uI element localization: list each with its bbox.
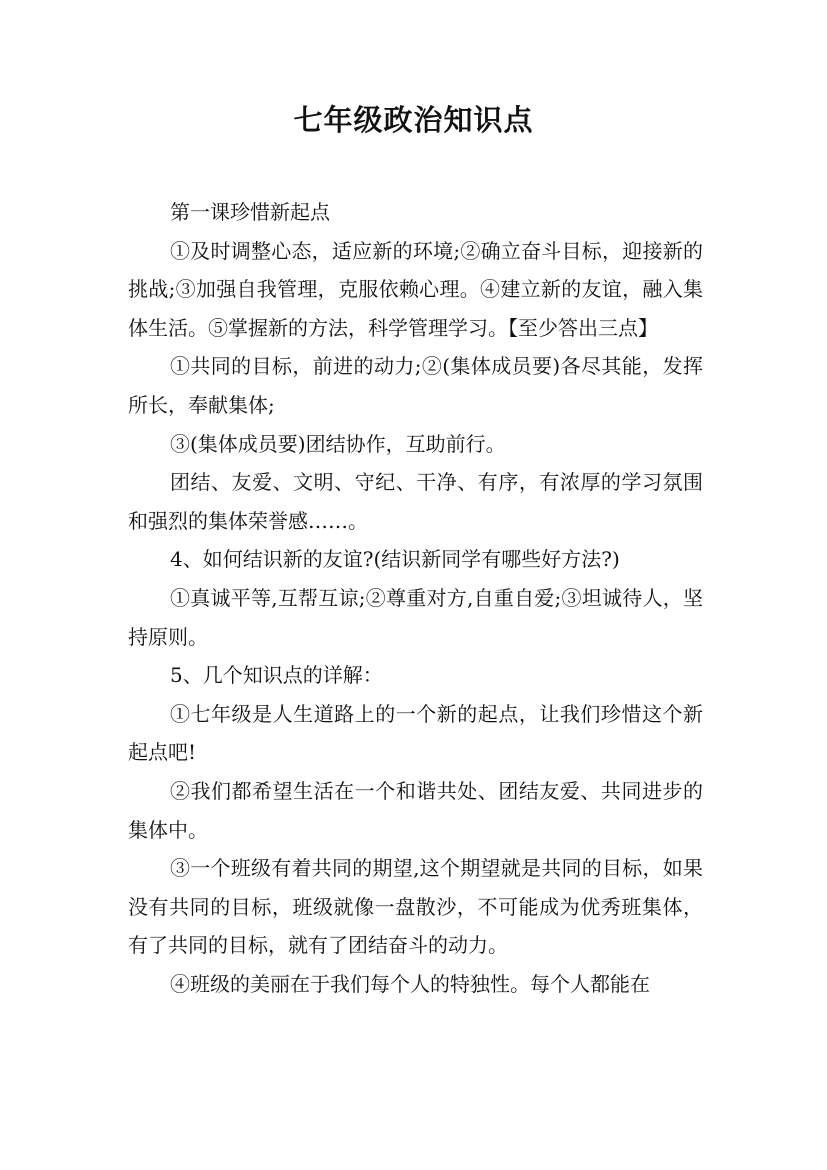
document-body bbox=[128, 193, 703, 1003]
paragraph-question-4: 4、如何结识新的友谊?(结识新同学有哪些好方法?) bbox=[170, 547, 620, 572]
paragraph-detail-1: ①七年级是人生道路上的一个新的起点，让我们珍惜这个新起点吧! bbox=[128, 701, 703, 765]
paragraph-lesson-heading: 第一课珍惜新起点 bbox=[170, 200, 330, 224]
paragraph-common-goal: ①共同的目标，前进的动力;②(集体成员要)各尽其能，发挥所长，奉献集体; bbox=[128, 354, 703, 417]
paragraph-detail-2: ②我们都希望生活在一个和谐共处、团结友爱、共同进步的集体中。 bbox=[128, 778, 703, 842]
paragraph-friendship-methods: ①真诚平等,互帮互谅;②尊重对方,自重自爱;③坦诚待人，坚持原则。 bbox=[128, 585, 703, 649]
paragraph-cooperation: ③(集体成员要)团结协作，互助前行。 bbox=[170, 431, 506, 456]
paragraph-detail-4: ④班级的美丽在于我们每个人的特独性。每个人都能在 bbox=[170, 971, 650, 996]
paragraph-detail-3: ③一个班级有着共同的期望,这个期望就是共同的目标，如果没有共同的目标，班级就像一盘散沙，不可能成为优秀班集体，有了共同的目标，就有了团结奋斗的动力。 bbox=[128, 856, 703, 958]
paragraph-class-traits: 团结、友爱、文明、守纪、干净、有序，有浓厚的学习氛围和强烈的集体荣誉感……。 bbox=[128, 470, 703, 533]
paragraph-question-5: 5、几个知识点的详解： bbox=[170, 663, 383, 688]
document-title: 七年级政治知识点 bbox=[293, 103, 534, 137]
paragraph-adapt-steps: ①及时调整心态，适应新的环境;②确立奋斗目标，迎接新的挑战;③加强自我管理，克服依赖心理。④建立新的友谊，融入集体生活。⑤掌握新的方法，科学管理学习。【至少答出三点】 bbox=[128, 238, 703, 340]
